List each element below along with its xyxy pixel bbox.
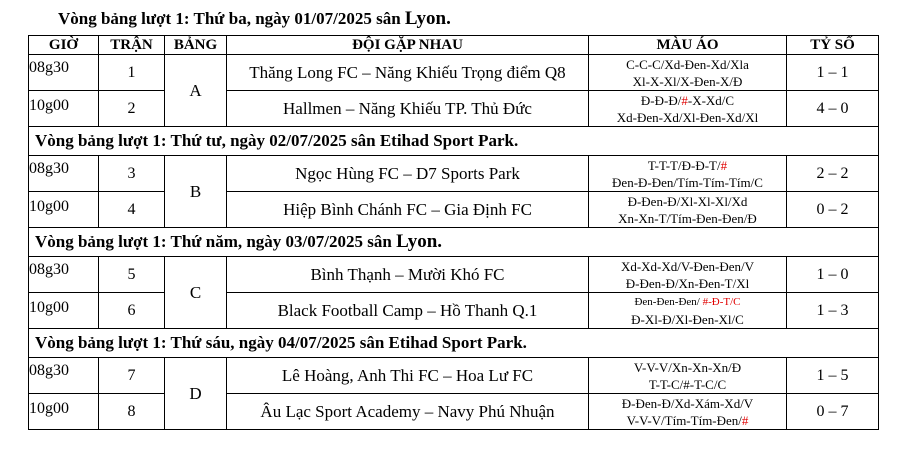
match-time (29, 257, 99, 293)
match-score: 0 – 7 (787, 394, 879, 430)
jersey-colors-line-1 (589, 294, 786, 311)
match-score: 0 – 2 (787, 192, 879, 228)
jersey-color-text: Đ-Đ-Đ/ (640, 92, 682, 108)
jersey-color-text: Xl-X-Xl/X-Đen-X/Đ (632, 73, 743, 89)
match-time-text: 10g00 (29, 197, 69, 215)
match-teams: Lê Hoàng, Anh Thi FC – Hoa Lư FC (227, 358, 589, 394)
match-time-text: 10g00 (29, 96, 69, 114)
jersey-colors-line-2 (589, 210, 786, 227)
match-time (29, 91, 99, 127)
day-header-text: Vòng bảng lượt 1: Thứ năm, ngày 03/07/2025 sân (35, 232, 397, 251)
title-text: Vòng bảng lượt 1: Thứ ba, ngày 01/07/2025 sân (58, 9, 405, 28)
match-number: 4 (99, 192, 165, 228)
jersey-colors (589, 91, 787, 127)
match-row (29, 156, 879, 192)
match-row (29, 358, 879, 394)
jersey-colors (589, 293, 787, 329)
jersey-color-highlight: # (681, 92, 688, 108)
day-header (29, 228, 879, 257)
day-header-text: Vòng bảng lượt 1: Thứ sáu, ngày 04/07/2025 sân Etihad Sport Park. (35, 333, 527, 352)
jersey-colors (589, 257, 787, 293)
match-time (29, 55, 99, 91)
jersey-colors-line-2 (589, 311, 786, 328)
jersey-color-text: T-T-C/#-T-C/C (648, 376, 727, 392)
jersey-color-text: -X-Xd/C (687, 92, 735, 108)
match-time-text: 08g30 (29, 58, 69, 76)
header-match: TRẬN (99, 36, 165, 55)
match-time (29, 192, 99, 228)
match-row (29, 257, 879, 293)
jersey-colors (589, 192, 787, 228)
group-label: D (165, 358, 227, 430)
jersey-color-text: T-T-T/Đ-Đ-T/ (647, 157, 721, 173)
match-row (29, 293, 879, 329)
match-time-text: 08g30 (29, 260, 69, 278)
jersey-colors-line-1 (589, 395, 786, 412)
group-label: B (165, 156, 227, 228)
jersey-colors-line-1 (589, 258, 786, 275)
match-teams: Hallmen – Năng Khiếu TP. Thủ Đức (227, 91, 589, 127)
jersey-color-highlight: # (741, 412, 749, 428)
jersey-color-text: Xd-Xd-Xd/V-Đen-Đen/V (620, 258, 755, 274)
jersey-colors-line-1 (589, 157, 786, 174)
header-colors: MÀU ÁO (589, 36, 787, 55)
day-header (29, 329, 879, 358)
match-number: 3 (99, 156, 165, 192)
jersey-color-text: Đ-Đen-Đ/Xn-Đen-T/Xl (625, 275, 750, 291)
jersey-color-text: C-C-C/Xd-Đen-Xd/Xla (626, 56, 749, 72)
jersey-colors (589, 55, 787, 91)
jersey-colors (589, 394, 787, 430)
jersey-colors-line-2 (589, 174, 786, 191)
day-header-venue: Lyon. (396, 231, 443, 252)
jersey-colors-line-1 (589, 359, 786, 376)
day-header-row (29, 228, 879, 257)
group-label: C (165, 257, 227, 329)
schedule-table (28, 35, 879, 430)
header-score: TỶ SỐ (787, 36, 879, 55)
day-header-row (29, 127, 879, 156)
day-header (29, 127, 879, 156)
jersey-colors-line-2 (589, 376, 786, 393)
match-time (29, 358, 99, 394)
jersey-color-text: Xd-Đen-Xd/Xl-Đen-Xd/Xl (616, 109, 759, 125)
page-title (58, 8, 451, 30)
match-score: 1 – 1 (787, 55, 879, 91)
match-teams: Thăng Long FC – Năng Khiếu Trọng điểm Q8 (227, 55, 589, 91)
match-time (29, 394, 99, 430)
jersey-color-highlight: # (720, 157, 728, 173)
match-score: 4 – 0 (787, 91, 879, 127)
jersey-colors (589, 156, 787, 192)
match-score: 1 – 5 (787, 358, 879, 394)
header-time: GIỜ (29, 36, 99, 55)
jersey-color-text: Xn-Xn-T/Tím-Đen-Đen/Đ (618, 210, 757, 226)
jersey-color-text: V-V-V/Xn-Xn-Xn/Đ (633, 359, 742, 375)
match-time (29, 293, 99, 329)
match-number: 8 (99, 394, 165, 430)
match-teams: Black Football Camp – Hồ Thanh Q.1 (227, 293, 589, 329)
jersey-colors-line-2 (589, 109, 786, 126)
match-time-text: 08g30 (29, 159, 69, 177)
jersey-color-text: Đ-Xl-Đ/Xl-Đen-Xl/C (631, 311, 744, 327)
day-header-row (29, 329, 879, 358)
match-number: 1 (99, 55, 165, 91)
group-label: A (165, 55, 227, 127)
match-time-text: 10g00 (29, 399, 69, 417)
day-header-text: Vòng bảng lượt 1: Thứ tư, ngày 02/07/2025 sân Etihad Sport Park. (35, 131, 519, 150)
match-row (29, 192, 879, 228)
header-teams: ĐỘI GẶP NHAU (227, 36, 589, 55)
jersey-colors-line-1 (589, 92, 786, 109)
jersey-color-text: Đ-Đen-Đ/Xd-Xám-Xd/V (621, 395, 754, 411)
match-teams: Bình Thạnh – Mười Khó FC (227, 257, 589, 293)
match-number: 2 (99, 91, 165, 127)
jersey-colors-line-1 (589, 193, 786, 210)
match-score: 2 – 2 (787, 156, 879, 192)
match-teams: Hiệp Bình Chánh FC – Gia Định FC (227, 192, 589, 228)
title-venue: Lyon. (404, 8, 451, 29)
jersey-color-text: Đen-Đ-Đen/Tím-Tím-Tím/C (612, 174, 763, 190)
match-time-text: 10g00 (29, 298, 69, 316)
jersey-colors-line-2 (589, 275, 786, 292)
match-number: 6 (99, 293, 165, 329)
match-number: 7 (99, 358, 165, 394)
jersey-color-text: Đen-Đen-Đen/ (634, 295, 703, 308)
jersey-colors (589, 358, 787, 394)
match-teams: Ngọc Hùng FC – D7 Sports Park (227, 156, 589, 192)
match-teams: Âu Lạc Sport Academy – Navy Phú Nhuận (227, 394, 589, 430)
jersey-color-highlight: #-Đ-T/C (702, 295, 741, 308)
match-row (29, 91, 879, 127)
jersey-colors-line-1 (589, 56, 786, 73)
match-time-text: 08g30 (29, 361, 69, 379)
match-time (29, 156, 99, 192)
match-score: 1 – 3 (787, 293, 879, 329)
match-number: 5 (99, 257, 165, 293)
jersey-colors-line-2 (589, 73, 786, 90)
jersey-color-text: Đ-Đen-Đ/Xl-Xl-Xl/Xd (627, 193, 748, 209)
jersey-colors-line-2 (589, 412, 786, 429)
header-group: BẢNG (165, 36, 227, 55)
jersey-color-text: V-V-V/Tím-Tím-Đen/ (626, 412, 742, 428)
match-score: 1 – 0 (787, 257, 879, 293)
match-row (29, 55, 879, 91)
header-row (29, 36, 879, 55)
match-row (29, 394, 879, 430)
